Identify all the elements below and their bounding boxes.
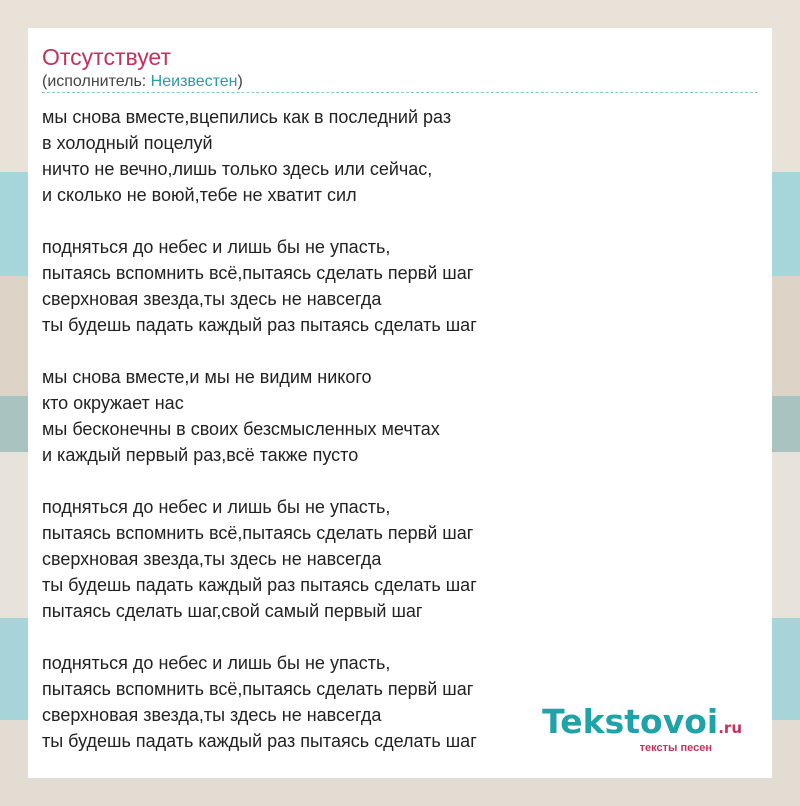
- lyric-line: подняться до небес и лишь бы не упасть,: [42, 497, 391, 517]
- lyric-line: пытаясь вспомнить всё,пытаясь сделать первй шаг: [42, 679, 474, 699]
- lyric-line: кто окружает нас: [42, 393, 184, 413]
- lyric-line: и каждый первый раз,всё также пусто: [42, 445, 359, 465]
- lyric-line: в холодный поцелуй: [42, 133, 213, 153]
- lyric-line: ты будешь падать каждый раз пытаясь сделать шаг: [42, 731, 477, 751]
- lyric-line: подняться до небес и лишь бы не упасть,: [42, 653, 391, 673]
- site-logo[interactable]: [542, 704, 742, 754]
- lyric-line: ты будешь падать каждый раз пытаясь сделать шаг: [42, 315, 477, 335]
- lyrics-card: [28, 28, 772, 778]
- lyric-line: пытаясь сделать шаг,свой самый первый шаг: [42, 601, 423, 621]
- lyric-line: подняться до небес и лишь бы не упасть,: [42, 237, 391, 257]
- lyric-line: мы снова вместе,и мы не видим никого: [42, 367, 372, 387]
- lyric-line: пытаясь вспомнить всё,пытаясь сделать первй шаг: [42, 263, 474, 283]
- song-title: Отсутствует: [42, 44, 171, 70]
- lyric-line: сверхновая звезда,ты здесь не навсегда: [42, 289, 382, 309]
- title-divider: [42, 92, 758, 93]
- lyric-line: ничто не вечно,лишь только здесь или сейчас,: [42, 159, 433, 179]
- artist-prefix: (исполнитель:: [42, 73, 151, 90]
- artist-link[interactable]: Неизвестен: [150, 73, 238, 90]
- artist-suffix: ): [237, 73, 243, 90]
- logo-name: Tekstovoi: [542, 702, 719, 741]
- lyric-line: мы снова вместе,вцепились как в последний раз: [42, 107, 452, 127]
- stanza-gap: [42, 208, 758, 234]
- lyric-line: пытаясь вспомнить всё,пытаясь сделать первй шаг: [42, 523, 474, 543]
- artist-line: [42, 72, 243, 92]
- stanza-gap: [42, 624, 758, 650]
- logo-tld: .ru: [718, 719, 742, 737]
- lyric-line: мы бесконечны в своих безсмысленных мечтах: [42, 419, 440, 439]
- lyric-line: сверхновая звезда,ты здесь не навсегда: [42, 705, 382, 725]
- lyric-line: и сколько не воюй,тебе не хватит сил: [42, 185, 357, 205]
- stanza-gap: [42, 338, 758, 364]
- logo-tagline: тексты песен: [639, 742, 712, 754]
- lyrics-text: [42, 104, 758, 754]
- lyric-line: сверхновая звезда,ты здесь не навсегда: [42, 549, 382, 569]
- lyric-line: ты будешь падать каждый раз пытаясь сделать шаг: [42, 575, 477, 595]
- stanza-gap: [42, 468, 758, 494]
